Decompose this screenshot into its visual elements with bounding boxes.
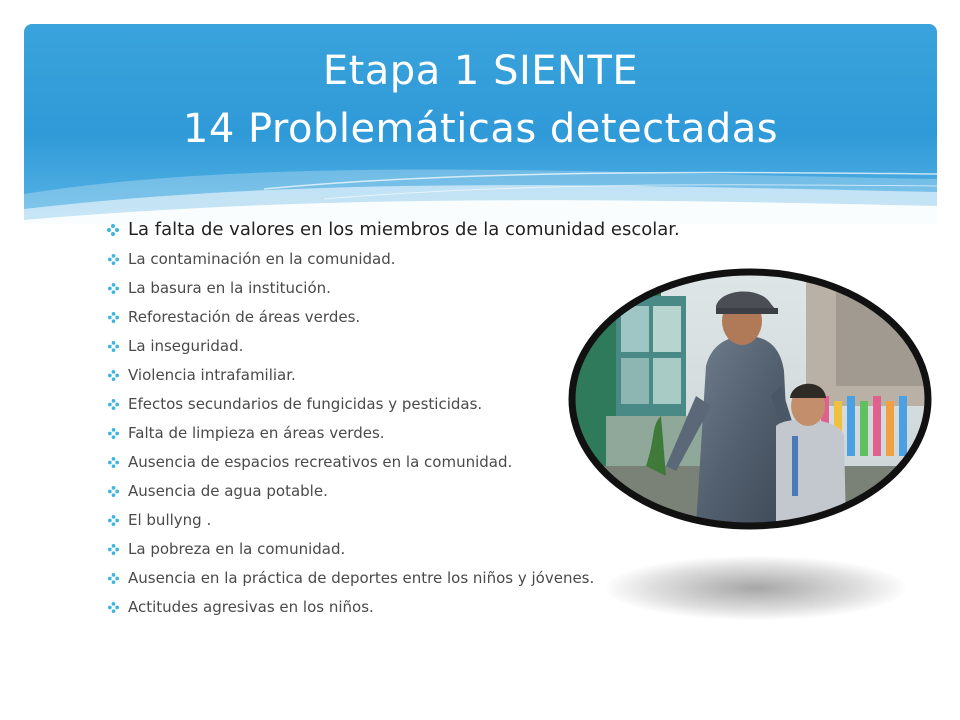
bullet-diamond-icon (106, 448, 120, 477)
list-item-text: El bullyng . (128, 511, 212, 529)
bullet-diamond-icon (106, 361, 120, 390)
bullet-diamond-icon (106, 506, 120, 535)
bullet-diamond-icon (106, 535, 120, 564)
bullet-diamond-icon (106, 274, 120, 303)
title-line-1: Etapa 1 SIENTE (322, 48, 639, 94)
list-item-text: Ausencia de espacios recreativos en la comunidad. (128, 453, 513, 471)
list-item-text: La falta de valores en los miembros de la comunidad escolar. (128, 219, 680, 240)
list-item-text: Reforestación de áreas verdes. (128, 308, 361, 326)
list-item-text: Ausencia de agua potable. (128, 482, 328, 500)
list-item-text: La contaminación en la comunidad. (128, 250, 396, 268)
bullet-diamond-icon (106, 390, 120, 419)
bullet-diamond-icon (106, 332, 120, 361)
list-item (104, 214, 804, 246)
bullet-diamond-icon (106, 419, 120, 448)
list-item-text: La inseguridad. (128, 337, 244, 355)
slide-title (24, 42, 937, 158)
bullet-diamond-icon (106, 303, 120, 332)
list-item-text: Violencia intrafamiliar. (128, 366, 296, 384)
bullet-diamond-icon (106, 477, 120, 506)
photo-man-and-child (566, 266, 934, 532)
list-item-text: La basura en la institución. (128, 279, 331, 297)
photo-shadow (606, 556, 906, 620)
list-item-text: La pobreza en la comunidad. (128, 540, 346, 558)
title-line-2: 14 Problemáticas detectadas (182, 106, 779, 152)
list-item-text: Efectos secundarios de fungicidas y pesticidas. (128, 395, 483, 413)
list-item-text: Actitudes agresivas en los niños. (128, 598, 374, 616)
bullet-diamond-icon (106, 245, 120, 274)
list-item-text: Ausencia en la práctica de deportes entre los niños y jóvenes. (128, 569, 595, 587)
list-item-text: Falta de limpieza en áreas verdes. (128, 424, 385, 442)
bullet-diamond-icon (106, 564, 120, 593)
bullet-diamond-icon (106, 593, 120, 622)
bullet-diamond-icon (106, 214, 120, 246)
oval-photo (566, 266, 934, 532)
